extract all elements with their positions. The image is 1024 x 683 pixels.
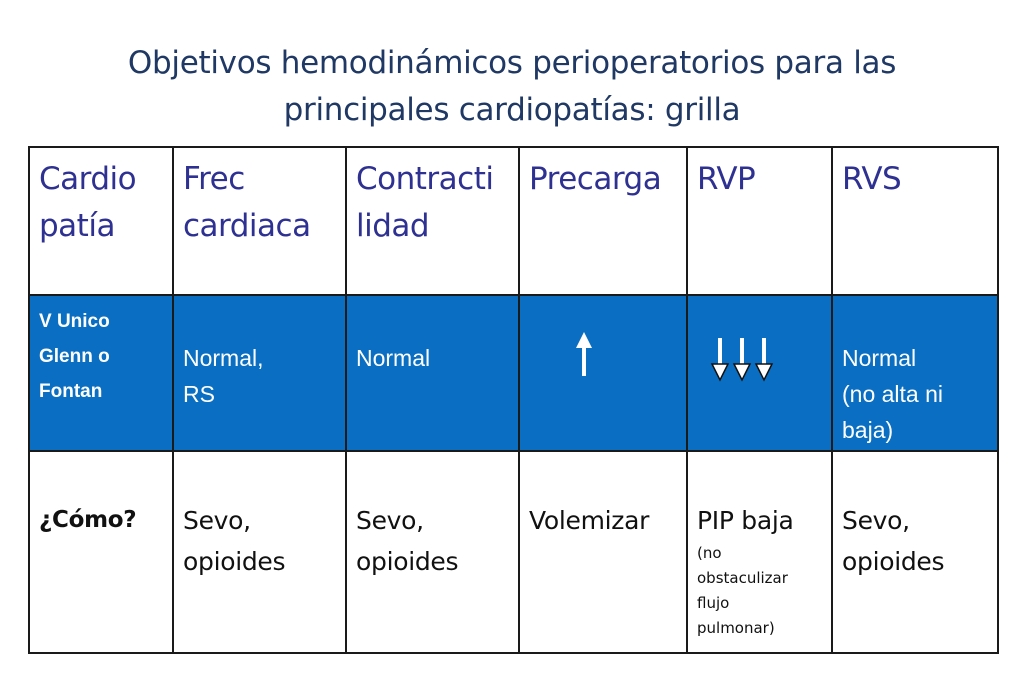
cell-text: Normal, bbox=[183, 345, 264, 371]
cell-text: Sevo, bbox=[842, 506, 910, 535]
cell-como-rvs bbox=[832, 451, 998, 653]
header-rvp bbox=[687, 147, 832, 295]
header-text: Precarga bbox=[529, 161, 662, 197]
arrow-up-icon bbox=[520, 296, 686, 446]
header-text: cardiaca bbox=[183, 208, 311, 244]
title-line-2: principales cardiopatías: grilla bbox=[283, 92, 741, 128]
cell-como-frec bbox=[173, 451, 346, 653]
cell-como-label bbox=[29, 451, 173, 653]
cell-text: Normal bbox=[356, 345, 431, 371]
header-text: Frec bbox=[183, 161, 245, 197]
cell-text: Fontan bbox=[39, 381, 103, 402]
row-label: ¿Cómo? bbox=[39, 507, 137, 533]
cell-text: Volemizar bbox=[529, 506, 650, 535]
cell-text: Normal bbox=[842, 345, 917, 371]
cell-note: pulmonar) bbox=[697, 619, 775, 637]
cell-cardiopatia bbox=[29, 295, 173, 451]
cell-rvp bbox=[687, 295, 832, 451]
hemodynamic-grid-table bbox=[28, 146, 999, 654]
header-contractilidad bbox=[346, 147, 519, 295]
title-line-1: Objetivos hemodinámicos perioperatorios para las bbox=[127, 45, 897, 81]
cell-text: RS bbox=[183, 381, 215, 407]
cell-rvs bbox=[832, 295, 998, 451]
header-text: patía bbox=[39, 208, 115, 244]
cell-como-precarga bbox=[519, 451, 687, 653]
header-text: lidad bbox=[356, 208, 430, 244]
cell-text: PIP baja bbox=[697, 506, 794, 535]
cell-text: baja) bbox=[842, 417, 894, 443]
header-row bbox=[29, 147, 998, 295]
header-cardiopatia bbox=[29, 147, 173, 295]
cell-frec bbox=[173, 295, 346, 451]
cell-text: Sevo, bbox=[356, 506, 424, 535]
header-text: RVS bbox=[842, 161, 902, 197]
cell-text: Sevo, bbox=[183, 506, 251, 535]
cell-contractilidad bbox=[346, 295, 519, 451]
cell-note: obstaculizar bbox=[697, 569, 788, 587]
cell-text: V Unico bbox=[39, 311, 110, 332]
row-fontan bbox=[29, 295, 998, 451]
triple-arrow-down-icon bbox=[688, 296, 831, 446]
header-text: RVP bbox=[697, 161, 756, 197]
row-como bbox=[29, 451, 998, 653]
cell-note: (no bbox=[697, 544, 722, 562]
cell-text: opioides bbox=[842, 547, 945, 576]
header-precarga bbox=[519, 147, 687, 295]
header-rvs bbox=[832, 147, 998, 295]
cell-como-rvp bbox=[687, 451, 832, 653]
cell-como-contractilidad bbox=[346, 451, 519, 653]
cell-precarga bbox=[519, 295, 687, 451]
cell-text: opioides bbox=[183, 547, 286, 576]
page-title bbox=[60, 40, 964, 134]
cell-note: flujo bbox=[697, 594, 730, 612]
header-frec-cardiaca bbox=[173, 147, 346, 295]
cell-text: Glenn o bbox=[39, 346, 110, 367]
cell-text: (no alta ni bbox=[842, 381, 944, 407]
header-text: Contracti bbox=[356, 161, 494, 197]
cell-text: opioides bbox=[356, 547, 459, 576]
header-text: Cardio bbox=[39, 161, 137, 197]
